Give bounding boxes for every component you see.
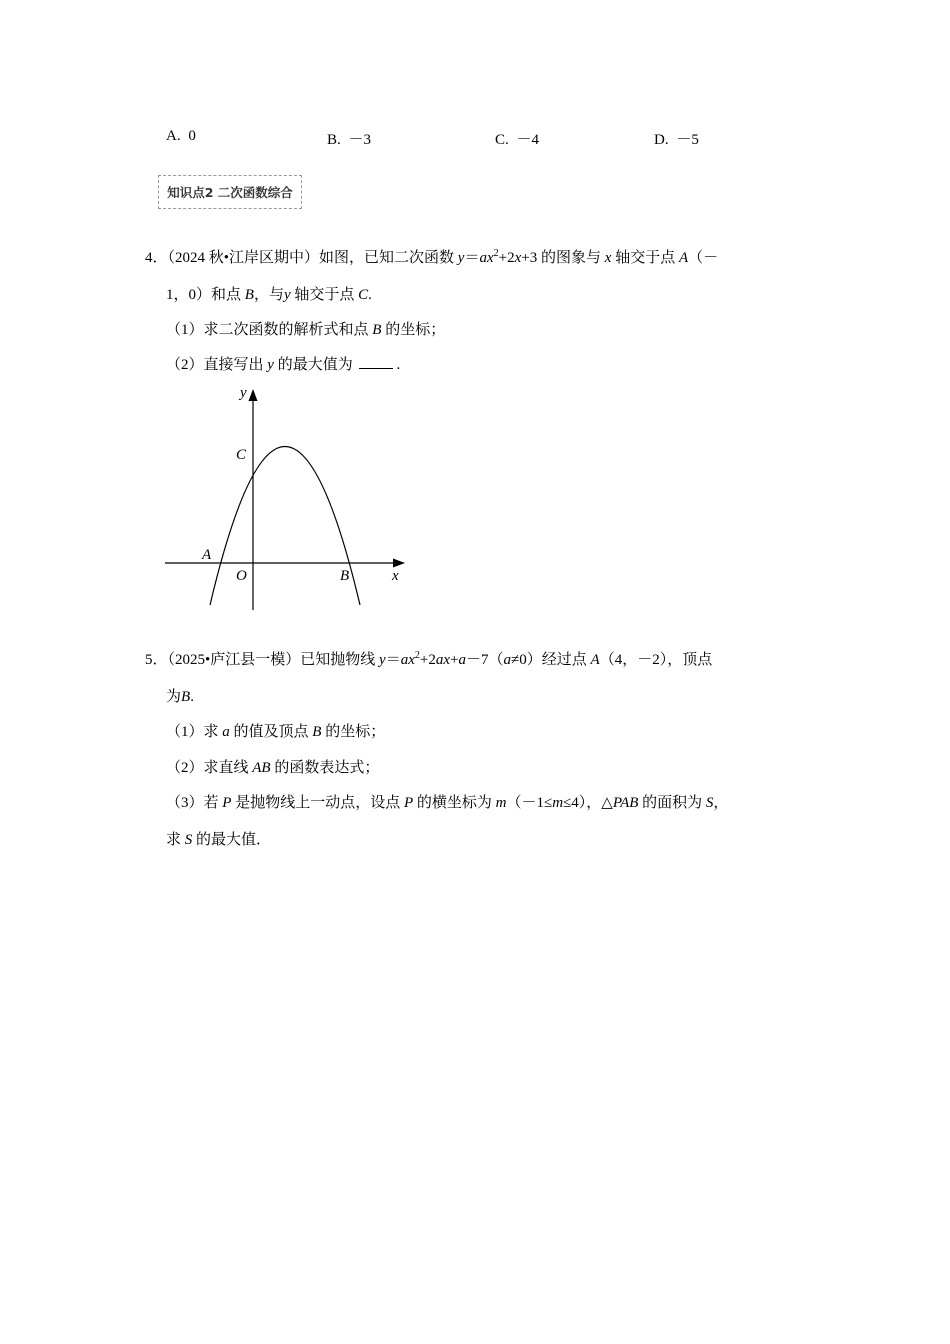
a-label: A <box>202 547 212 563</box>
x-axis-arrow <box>393 559 405 568</box>
q5-part-2: （2）求直线 AB 的函数表达式； <box>166 760 380 776</box>
q4-text: 轴交于点 <box>615 250 676 266</box>
q4-part-2: （2）直接写出 y 的最大值为 . <box>166 357 401 373</box>
q5-part-text: 的函数表达式； <box>274 760 380 776</box>
choice-value: －5 <box>676 132 699 148</box>
q5-part-text: （－1≤ <box>506 795 553 811</box>
q4-line-1: 4．（2024 秋•江岸区期中）如图，已知二次函数 $y=ax^2+2x+3$ 的图象与 x 轴交于点 A（－ <box>145 248 719 266</box>
q5-part-1: （1）求 a 的值及顶点 B 的坐标； <box>166 724 386 740</box>
answer-blank <box>359 356 393 369</box>
q4-text: 如图，已知二次函数 <box>319 250 455 266</box>
q5-equation: $y=ax^2+2ax+a-7(a\ne 0)$ <box>379 650 542 668</box>
choice-a <box>166 128 196 145</box>
q5-part-text: 求 <box>166 832 182 848</box>
choice-value: －4 <box>516 132 540 148</box>
q5-source: （2025•庐江县一模） <box>167 652 301 668</box>
q4-text: 1，0）和点 <box>166 287 242 303</box>
choice-letter: D. <box>654 132 669 148</box>
o-label: O <box>236 568 247 584</box>
q4-number: 4． <box>145 250 168 266</box>
q4-text: （－ <box>688 250 719 266</box>
choice-value: 0 <box>188 128 196 144</box>
q5-text: 已知抛物线 <box>300 652 376 668</box>
q5-number: 5． <box>145 652 168 668</box>
b-label: B <box>340 568 350 584</box>
q5-part-text: （1）求 <box>166 724 219 740</box>
q4-text: ，与 <box>253 287 284 303</box>
q5-part-3: （3）若 P 是抛物线上一动点，设点 P 的横坐标为 m（－1≤m≤4），△PAB 的面积为 S， <box>166 795 729 811</box>
choice-letter: C. <box>495 132 509 148</box>
q5-line-2: 为B. <box>166 689 194 705</box>
q5-part-text: （3）若 <box>166 795 219 811</box>
y-label: y <box>240 385 247 401</box>
parabola-figure <box>160 383 410 613</box>
choice-c <box>495 128 539 149</box>
q4-line-2: 1，0）和点 B，与y 轴交于点 C. <box>166 287 372 303</box>
q5-part-text: ≤4），△ <box>563 795 613 811</box>
q4-part-text: 的最大值为 <box>277 357 353 373</box>
q5-line-1: 5．（2025•庐江县一模）已知抛物线 $y=ax^2+2ax+a-7(a\ne 0)$经过点 A（4，－2），顶点 <box>145 650 713 668</box>
q5-part-text: （2）求直线 <box>166 760 249 776</box>
q4-text: 的图象与 <box>541 250 602 266</box>
q5-part-3-cont: 求 S 的最大值． <box>166 832 272 848</box>
q5-text: （4，－2），顶点 <box>599 652 713 668</box>
q4-equation: $y=ax^2+2x+3$ <box>457 248 538 266</box>
q5-part-text: 是抛物线上一动点，设点 <box>235 795 401 811</box>
q4-part-text: （2）直接写出 <box>166 357 264 373</box>
choice-letter: B. <box>327 132 341 148</box>
c-label: C <box>236 447 247 463</box>
choice-d <box>654 128 699 149</box>
parabola-curve <box>210 447 360 606</box>
q5-part-text: 的最大值． <box>196 832 272 848</box>
q4-source: （2024 秋•江岸区期中） <box>167 250 320 266</box>
q5-part-text: 的横坐标为 <box>416 795 492 811</box>
q5-part-text: 的值及顶点 <box>233 724 309 740</box>
q5-text: 为 <box>166 689 182 705</box>
section-tag: 知识点2 二次函数综合 <box>158 175 302 209</box>
choice-letter: A. <box>166 128 181 144</box>
q4-part-text: 的坐标； <box>385 322 446 338</box>
choice-value: －3 <box>348 132 372 148</box>
q4-part-1: （1）求二次函数的解析式和点 B 的坐标； <box>166 322 446 338</box>
q4-part-text: （1）求二次函数的解析式和点 <box>166 322 369 338</box>
x-label: x <box>392 568 399 584</box>
y-axis-arrow <box>249 389 258 401</box>
q5-text: 经过点 <box>541 652 587 668</box>
q4-text: 轴交于点 <box>294 287 355 303</box>
q5-part-text: 的坐标； <box>325 724 386 740</box>
choice-b <box>327 128 371 149</box>
q5-part-text: 的面积为 <box>642 795 703 811</box>
